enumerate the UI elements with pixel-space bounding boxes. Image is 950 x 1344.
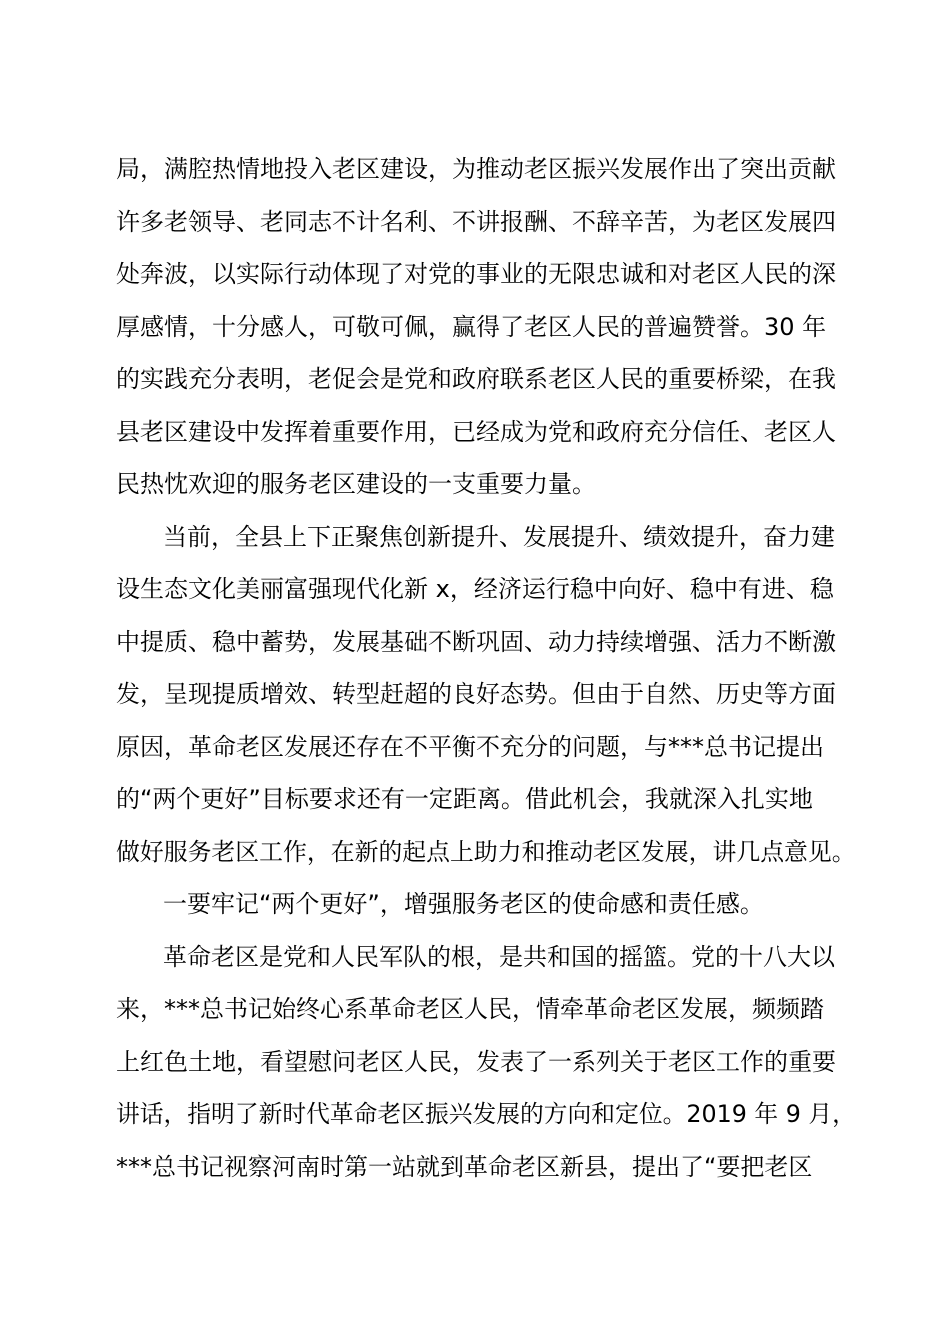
text-line: 原因，革命老区发展还存在不平衡不充分的问题，与***总书记提出 [116, 732, 824, 761]
text-line: 县老区建设中发挥着重要作用，已经成为党和政府充分信任、老区人 [116, 417, 836, 446]
text-line: 处奔波，以实际行动体现了对党的事业的无限忠诚和对老区人民的深 [116, 260, 836, 288]
text-line: 革命老区是党和人民军队的根，是共和国的摇篮。党的十八大以 [163, 942, 835, 971]
text-line: 上红色土地，看望慰问老区人民，发表了一系列关于老区工作的重要 [116, 1047, 836, 1076]
section-heading [116, 878, 856, 931]
text-line: 许多老领导、老同志不计名利、不讲报酬、不辞辛苦，为老区发展四 [116, 207, 836, 236]
heading-line: 一要牢记“两个更好”，增强服务老区的使命感和责任感。 [163, 890, 764, 918]
text-line: 厚感情，十分感人，可敬可佩，赢得了老区人民的普遍赞誉。30 年 [116, 312, 827, 341]
text-line: 讲话，指明了新时代革命老区振兴发展的方向和定位。2019 年 9 月， [116, 1100, 856, 1128]
paragraph-3 [116, 931, 856, 1194]
text-line: 中提质、稳中蓄势，发展基础不断巩固、动力持续增强、活力不断激 [116, 627, 836, 656]
text-line: 民热忱欢迎的服务老区建设的一支重要力量。 [116, 470, 596, 498]
text-line: 的“两个更好”目标要求还有一定距离。借此机会，我就深入扎实地 [116, 785, 813, 813]
paragraph-1 [116, 143, 856, 511]
text-line: 当前，全县上下正聚焦创新提升、发展提升、绩效提升，奋力建 [163, 522, 835, 551]
text-line: ***总书记视察河南时第一站就到革命老区新县，提出了“要把老区 [116, 1152, 813, 1181]
text-line: 的实践充分表明，老促会是党和政府联系老区人民的重要桥梁，在我 [116, 365, 836, 393]
text-line: 做好服务老区工作，在新的起点上助力和推动老区发展，讲几点意见。 [116, 837, 856, 866]
text-line: 来，***总书记始终心系革命老区人民，情牵革命老区发展，频频踏 [116, 995, 824, 1023]
text-line: 设生态文化美丽富强现代化新 x，经济运行稳中向好、稳中有进、稳 [116, 575, 834, 603]
text-line: 局，满腔热情地投入老区建设，为推动老区振兴发展作出了突出贡献 [116, 155, 836, 183]
paragraph-2 [116, 511, 856, 879]
text-line: 发，呈现提质增效、转型赶超的良好态势。但由于自然、历史等方面 [116, 680, 836, 708]
